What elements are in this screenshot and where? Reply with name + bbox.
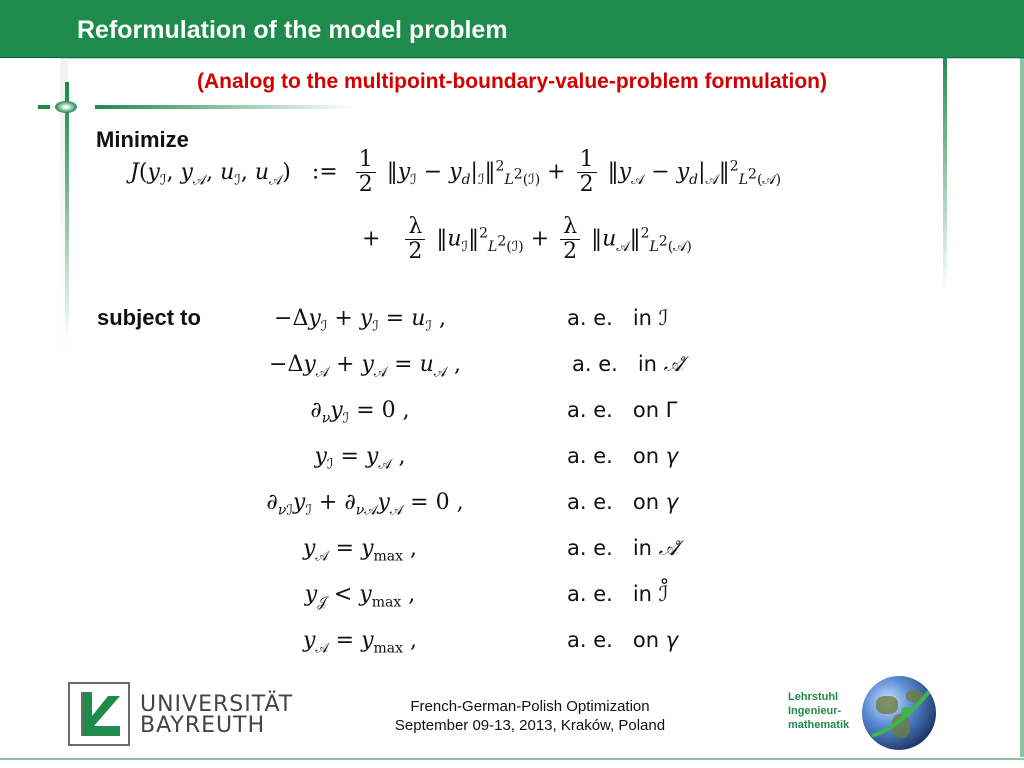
header-bar	[0, 0, 1024, 58]
bottom-border	[0, 758, 1024, 760]
constraint-condition: a. e. in ℐ̊	[567, 582, 669, 606]
right-border	[1020, 57, 1024, 757]
chair-line-3: mathematik	[788, 719, 850, 731]
constraint-equation: $\partial_{\nu ℐ}y_ℐ + \partial_{\nu 𝒜}y_𝒜 = 0$ ,	[266, 490, 464, 519]
subject-to-label: subject to	[97, 305, 201, 330]
globe-arc-icon	[862, 676, 936, 750]
constraint-condition: a. e. in 𝒜̊	[567, 536, 679, 560]
chair-line-1: Lehrstuhl	[788, 691, 839, 703]
conference-info	[330, 697, 730, 735]
constraint-condition: a. e. in 𝒜̊	[572, 352, 684, 376]
constraint-equation: $y_𝒜 = y_{max}$ ,	[302, 536, 418, 565]
constraint-equation: $\partial_\nu y_ℐ = 0$ ,	[310, 398, 410, 427]
fraction-lambda-half: $\frac{\lambda}{2}$	[560, 215, 580, 264]
decor-vertical-line	[65, 88, 69, 338]
slide-title: Reformulation of the model problem	[77, 16, 508, 44]
constraint-condition: a. e. on γ	[567, 490, 679, 514]
objective-lhs: $J(y_ℐ$, $y_𝒜$, $u_ℐ$, $u_𝒜$)	[130, 159, 291, 189]
university-line-2: BAYREUTH	[140, 713, 266, 738]
subtitle: (Analog to the multipoint-boundary-value-problem formulation)	[197, 70, 827, 93]
decor-dash	[38, 105, 50, 109]
constraint-equation: $-\Delta y_𝒜 + y_𝒜 = u_𝒜$ ,	[269, 352, 461, 381]
fraction-half: $\frac{1}{2}$	[356, 148, 376, 197]
constraint-equation: $y_𝒜 = y_{max}$ ,	[302, 628, 418, 657]
frame-top-line	[60, 57, 1024, 59]
decor-dot	[55, 101, 77, 113]
university-line-1: UNIVERSITÄT	[140, 692, 294, 717]
minimize-label: Minimize	[96, 127, 189, 152]
fraction-half: $\frac{1}{2}$	[577, 148, 597, 197]
university-logo	[68, 682, 130, 746]
conference-line-2: September 09-13, 2013, Kraków, Poland	[394, 717, 666, 734]
constraint-condition: a. e. on γ	[567, 628, 679, 652]
constraint-condition: a. e. in ℐ	[567, 306, 669, 330]
conference-line-1: French-German-Polish Optimization	[410, 698, 650, 715]
objective-line-1: $J(y_ℐ$, $y_𝒜$, $u_ℐ$, $u_𝒜$) := $\frac{1}{2}$ $‖y_ℐ$ − $y_d|_ℐ‖^2_{L^2(ℐ)}$ + $\frac{1}{2}$ $‖y_𝒜$ − $y_d|_𝒜‖^2_{L^2(𝒜)}$	[130, 147, 782, 198]
constraint-equation: $-\Delta y_ℐ + y_ℐ = u_ℐ$ ,	[274, 306, 446, 335]
objective-line-2: + $\frac{\lambda}{2}$ $‖u_ℐ‖^2_{L^2(ℐ)}$ + $\frac{\lambda}{2}$ $‖u_𝒜‖^2_{L^2(𝒜)}$	[362, 214, 692, 265]
constraint-equation: $y_𝒥 < y_{max}$ ,	[304, 582, 416, 611]
constraint-equation: $y_ℐ = y_𝒜$ ,	[314, 444, 406, 473]
university-name	[140, 694, 293, 736]
globe-icon	[862, 676, 936, 750]
constraint-condition: a. e. on Γ	[567, 398, 678, 422]
chair-name	[788, 690, 849, 732]
fraction-lambda-half: $\frac{\lambda}{2}$	[405, 215, 425, 264]
decor-horizontal-line	[95, 105, 355, 109]
constraint-condition: a. e. on γ	[567, 444, 679, 468]
chair-line-2: Ingenieur-	[788, 705, 842, 717]
